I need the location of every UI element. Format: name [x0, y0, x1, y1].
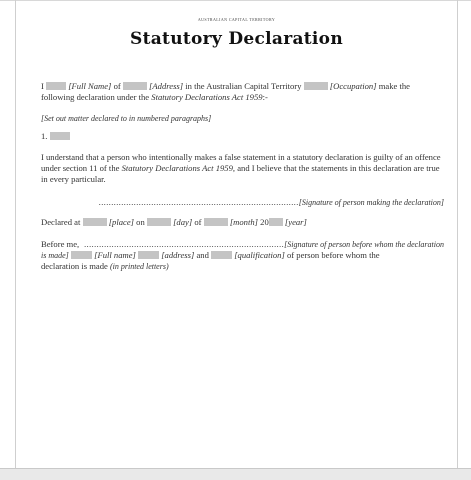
page-right-border: [457, 0, 458, 468]
redacted-occupation: [304, 82, 328, 90]
placeholder-witness-full-name: [Full name]: [94, 250, 136, 260]
placeholder-place: [place]: [108, 217, 134, 227]
placeholder-witness-address: [address]: [161, 250, 195, 260]
placeholder-occupation: [Occupation]: [329, 81, 377, 91]
text-before-me: Before me,: [41, 239, 80, 249]
placeholder-full-name: [Full Name]: [68, 81, 112, 91]
text-make-the: make the: [378, 81, 410, 91]
redacted-year: [269, 218, 283, 226]
witness-label-b: is made]: [41, 251, 69, 260]
territory-heading: AUSTRALIAN CAPITAL TERRITORY: [197, 17, 276, 22]
redacted-day: [147, 218, 171, 226]
placeholder-day: [day]: [173, 217, 193, 227]
signature-label: [Signature of person making the declaration]: [298, 198, 444, 207]
redacted-witness-qualification: [211, 251, 232, 259]
numbered-item: [41, 131, 444, 142]
placeholder-month: [month]: [229, 217, 258, 227]
witness-dots: ................................................................................: [84, 240, 285, 249]
text-in-act: in the Australian Capital Territory: [185, 81, 302, 91]
declarant-paragraph: [41, 81, 444, 103]
text-on: on: [136, 217, 145, 227]
placeholder-witness-qualification: [qualification]: [234, 250, 285, 260]
redacted-item-text: [50, 132, 70, 140]
signature-line-declarant: [41, 197, 444, 208]
text-of: of: [113, 81, 121, 91]
declared-at-line: [41, 217, 444, 228]
window-bottom-edge: [0, 468, 471, 480]
text-twenty: 20: [260, 217, 269, 227]
redacted-witness-address: [138, 251, 159, 259]
document-title: Statutory Declaration: [130, 29, 343, 49]
text-following: following declaration under the: [41, 92, 150, 102]
witness-line-2: [41, 250, 444, 261]
understand-act: Statutory Declarations Act 1959: [121, 163, 233, 173]
witness-line-3: [41, 261, 444, 272]
act-name: Statutory Declarations Act 1959: [151, 92, 263, 102]
witness-label-a: [Signature of person before whom the declaration: [284, 240, 444, 249]
understanding-paragraph: [41, 152, 444, 185]
text-end: :-: [262, 92, 268, 102]
understand-part1: I understand that a person who intentionally makes a false statement in a statutory declaration is guilty of an offence under section 11 of the: [41, 152, 441, 173]
text-i: I: [41, 81, 44, 91]
text-printed-letters: (in printed letters): [109, 262, 169, 271]
witness-block: [41, 239, 444, 272]
document-page: [16, 1, 457, 468]
text-declaration-made: declaration is made: [41, 261, 108, 271]
redacted-month: [204, 218, 228, 226]
understand-part2: , and I believe that the statements in this declaration are true in every particular.: [41, 163, 440, 184]
text-of-person: of person before whom the: [286, 250, 380, 260]
text-and: and: [196, 250, 209, 260]
redacted-witness-name: [71, 251, 92, 259]
placeholder-address: [Address]: [149, 81, 184, 91]
item-number: 1.: [41, 131, 48, 141]
text-of-2: of: [194, 217, 202, 227]
text-declared-at: Declared at: [41, 217, 81, 227]
signature-dots: ................................................................................: [98, 198, 299, 207]
redacted-address: [123, 82, 147, 90]
redacted-place: [83, 218, 107, 226]
witness-line-1: [41, 239, 444, 250]
redacted-first-name: [46, 82, 66, 90]
instruction-text: [Set out matter declared to in numbered paragraphs]: [41, 114, 212, 123]
placeholder-year: [year]: [284, 217, 307, 227]
